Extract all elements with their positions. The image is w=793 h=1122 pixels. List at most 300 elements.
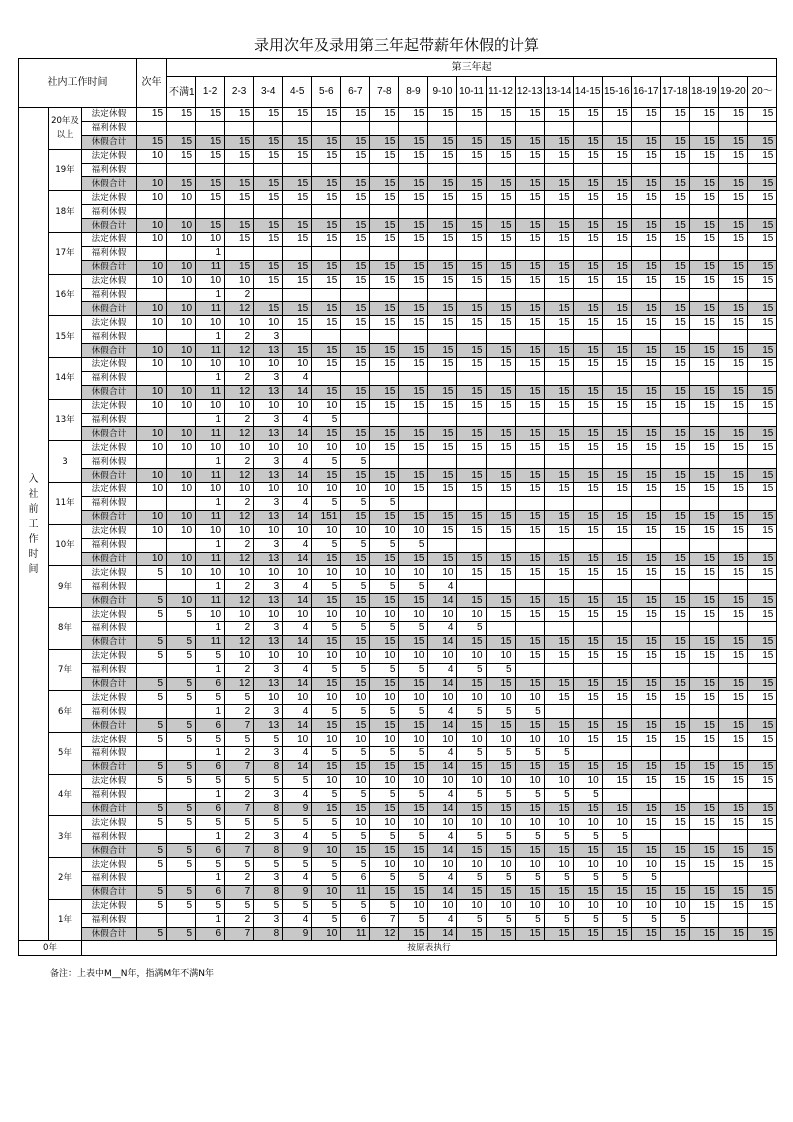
- value-cell: [486, 163, 515, 177]
- value-cell: 15: [515, 594, 544, 608]
- value-cell: 15: [573, 344, 602, 358]
- value-cell: 13: [254, 510, 283, 524]
- value-cell: [137, 413, 167, 427]
- value-cell: [747, 871, 776, 885]
- value-cell: 15: [399, 927, 428, 941]
- value-cell: [312, 330, 341, 344]
- value-cell: 10: [167, 441, 196, 455]
- value-cell: 15: [747, 760, 776, 774]
- value-cell: 15: [689, 191, 718, 205]
- value-cell: 5: [370, 496, 399, 510]
- value-cell: 15: [747, 385, 776, 399]
- value-cell: 15: [370, 677, 399, 691]
- value-cell: [167, 121, 196, 135]
- value-cell: [225, 163, 254, 177]
- value-cell: 5: [457, 746, 486, 760]
- value-cell: 15: [254, 233, 283, 247]
- value-cell: [573, 288, 602, 302]
- value-cell: 10: [486, 733, 515, 747]
- group-year-label: 16年: [49, 274, 82, 316]
- value-cell: 15: [486, 927, 515, 941]
- prior-work-label-text: 入社前工作时间: [28, 473, 39, 575]
- value-cell: 15: [602, 316, 631, 330]
- value-cell: 15: [457, 469, 486, 483]
- value-cell: 15: [573, 691, 602, 705]
- value-cell: 4: [428, 621, 457, 635]
- group-year-label: 10年: [49, 524, 82, 566]
- value-cell: 3: [254, 830, 283, 844]
- value-cell: 15: [660, 274, 689, 288]
- value-cell: 5: [399, 705, 428, 719]
- value-cell: [689, 163, 718, 177]
- value-cell: 15: [747, 149, 776, 163]
- value-cell: [689, 663, 718, 677]
- value-cell: 5: [399, 621, 428, 635]
- value-cell: 15: [457, 191, 486, 205]
- value-cell: [486, 371, 515, 385]
- value-cell: [196, 121, 225, 135]
- value-cell: 14: [283, 427, 312, 441]
- value-cell: 10: [137, 552, 167, 566]
- value-cell: 15: [544, 177, 573, 191]
- table-row: [19, 774, 777, 788]
- value-cell: [660, 746, 689, 760]
- value-cell: 15: [486, 358, 515, 372]
- value-cell: [341, 288, 370, 302]
- value-cell: 5: [312, 871, 341, 885]
- table-row: [19, 191, 777, 205]
- value-cell: 15: [486, 302, 515, 316]
- value-cell: [631, 621, 660, 635]
- table-row: [19, 760, 777, 774]
- table-row: [19, 663, 777, 677]
- value-cell: 10: [341, 608, 370, 622]
- value-cell: [399, 121, 428, 135]
- value-cell: 15: [689, 691, 718, 705]
- value-cell: 5: [399, 538, 428, 552]
- value-cell: 15: [370, 552, 399, 566]
- table-row: [19, 608, 777, 622]
- value-cell: 15: [312, 552, 341, 566]
- value-cell: 15: [747, 552, 776, 566]
- value-cell: 15: [631, 469, 660, 483]
- value-cell: 15: [631, 677, 660, 691]
- value-cell: [486, 413, 515, 427]
- value-cell: 15: [718, 774, 747, 788]
- value-cell: 15: [399, 274, 428, 288]
- category-label: 福利休假: [82, 288, 137, 302]
- value-cell: 15: [486, 608, 515, 622]
- value-cell: [167, 455, 196, 469]
- value-cell: 5: [457, 871, 486, 885]
- table-row: [19, 788, 777, 802]
- value-cell: 5: [196, 858, 225, 872]
- value-cell: 15: [689, 358, 718, 372]
- value-cell: 10: [137, 385, 167, 399]
- table-row: [19, 830, 777, 844]
- value-cell: 15: [225, 260, 254, 274]
- value-cell: 15: [602, 302, 631, 316]
- value-cell: 15: [486, 260, 515, 274]
- value-cell: [254, 288, 283, 302]
- value-cell: 13: [254, 719, 283, 733]
- value-cell: 15: [747, 677, 776, 691]
- value-cell: 10: [196, 358, 225, 372]
- value-cell: 5: [341, 788, 370, 802]
- value-cell: 15: [341, 260, 370, 274]
- table-row: [19, 705, 777, 719]
- value-cell: 3: [254, 663, 283, 677]
- value-cell: 10: [399, 816, 428, 830]
- value-cell: 15: [515, 191, 544, 205]
- value-cell: [486, 538, 515, 552]
- value-cell: [399, 246, 428, 260]
- value-cell: [718, 871, 747, 885]
- value-cell: 15: [718, 441, 747, 455]
- category-label: 法定休假: [82, 274, 137, 288]
- value-cell: 5: [167, 774, 196, 788]
- value-cell: 10: [196, 608, 225, 622]
- group-year-label: 11年: [49, 483, 82, 525]
- value-cell: [718, 621, 747, 635]
- value-cell: 15: [486, 566, 515, 580]
- value-cell: 10: [312, 483, 341, 497]
- value-cell: [370, 330, 399, 344]
- value-cell: 2: [225, 788, 254, 802]
- value-cell: 15: [573, 552, 602, 566]
- category-label: 休假合计: [82, 552, 137, 566]
- value-cell: [747, 371, 776, 385]
- value-cell: [689, 538, 718, 552]
- value-cell: 10: [254, 691, 283, 705]
- value-cell: 15: [428, 524, 457, 538]
- value-cell: [137, 580, 167, 594]
- value-cell: [573, 538, 602, 552]
- value-cell: 5: [167, 649, 196, 663]
- page-title: 录用次年及录用第三年起带薪年休假的计算: [253, 36, 539, 54]
- value-cell: 10: [225, 316, 254, 330]
- value-cell: 15: [399, 677, 428, 691]
- value-cell: [573, 121, 602, 135]
- value-cell: 5: [457, 788, 486, 802]
- table-row: [19, 288, 777, 302]
- value-cell: 15: [747, 399, 776, 413]
- value-cell: 15: [312, 427, 341, 441]
- value-cell: [747, 705, 776, 719]
- value-cell: 5: [399, 663, 428, 677]
- value-cell: 15: [137, 135, 167, 149]
- value-cell: 15: [341, 358, 370, 372]
- value-cell: 15: [399, 510, 428, 524]
- value-cell: 12: [370, 927, 399, 941]
- value-cell: 4: [283, 413, 312, 427]
- category-label: 法定休假: [82, 441, 137, 455]
- value-cell: 15: [544, 302, 573, 316]
- value-cell: 5: [660, 913, 689, 927]
- value-cell: 15: [370, 302, 399, 316]
- value-cell: 15: [486, 219, 515, 233]
- value-cell: 3: [254, 705, 283, 719]
- value-cell: 15: [602, 635, 631, 649]
- value-cell: 15: [486, 316, 515, 330]
- value-cell: 5: [137, 733, 167, 747]
- value-cell: 15: [573, 316, 602, 330]
- value-cell: 15: [544, 677, 573, 691]
- table-row: [19, 580, 777, 594]
- value-cell: 10: [137, 524, 167, 538]
- value-cell: 15: [341, 677, 370, 691]
- value-cell: 5: [312, 413, 341, 427]
- value-cell: [602, 705, 631, 719]
- value-cell: [602, 788, 631, 802]
- value-cell: 15: [544, 191, 573, 205]
- value-cell: [689, 871, 718, 885]
- value-cell: 1: [196, 788, 225, 802]
- value-cell: 15: [283, 177, 312, 191]
- value-cell: 5: [254, 899, 283, 913]
- value-cell: 5: [486, 788, 515, 802]
- range-header: 12-13: [515, 77, 544, 108]
- table-row: [19, 677, 777, 691]
- value-cell: 15: [718, 191, 747, 205]
- value-cell: [341, 205, 370, 219]
- value-cell: 5: [137, 649, 167, 663]
- value-cell: 15: [428, 399, 457, 413]
- value-cell: 10: [167, 316, 196, 330]
- value-cell: 5: [225, 816, 254, 830]
- value-cell: 15: [544, 469, 573, 483]
- value-cell: 10: [370, 691, 399, 705]
- value-cell: 15: [544, 927, 573, 941]
- value-cell: [718, 830, 747, 844]
- value-cell: 15: [312, 594, 341, 608]
- value-cell: 11: [196, 469, 225, 483]
- value-cell: 10: [544, 816, 573, 830]
- value-cell: [631, 663, 660, 677]
- value-cell: 14: [428, 677, 457, 691]
- value-cell: [660, 788, 689, 802]
- value-cell: 15: [254, 135, 283, 149]
- value-cell: 8: [254, 760, 283, 774]
- value-cell: 15: [544, 358, 573, 372]
- value-cell: 15: [428, 274, 457, 288]
- value-cell: 15: [283, 108, 312, 122]
- value-cell: 15: [747, 316, 776, 330]
- value-cell: 15: [660, 191, 689, 205]
- value-cell: 10: [341, 524, 370, 538]
- value-cell: 15: [341, 108, 370, 122]
- value-cell: 15: [631, 608, 660, 622]
- value-cell: 10: [137, 219, 167, 233]
- value-cell: 15: [312, 635, 341, 649]
- value-cell: 15: [689, 594, 718, 608]
- value-cell: 5: [457, 663, 486, 677]
- value-cell: 15: [370, 427, 399, 441]
- value-cell: 15: [428, 344, 457, 358]
- value-cell: 15: [689, 635, 718, 649]
- value-cell: 15: [718, 483, 747, 497]
- value-cell: 15: [399, 191, 428, 205]
- value-cell: 15: [341, 802, 370, 816]
- value-cell: 15: [341, 302, 370, 316]
- value-cell: 15: [602, 385, 631, 399]
- table-row: [19, 510, 777, 524]
- value-cell: 5: [341, 663, 370, 677]
- value-cell: 15: [312, 149, 341, 163]
- value-cell: 1: [196, 830, 225, 844]
- value-cell: 15: [544, 885, 573, 899]
- category-label: 法定休假: [82, 733, 137, 747]
- value-cell: 15: [515, 649, 544, 663]
- value-cell: 15: [573, 274, 602, 288]
- value-cell: 15: [370, 219, 399, 233]
- table-row: [19, 899, 777, 913]
- value-cell: [718, 288, 747, 302]
- value-cell: 10: [225, 566, 254, 580]
- value-cell: [341, 121, 370, 135]
- value-cell: [515, 205, 544, 219]
- value-cell: 15: [544, 385, 573, 399]
- value-cell: 15: [283, 191, 312, 205]
- value-cell: 4: [428, 913, 457, 927]
- value-cell: 15: [573, 927, 602, 941]
- value-cell: [718, 496, 747, 510]
- value-cell: 15: [457, 177, 486, 191]
- category-label: 休假合计: [82, 802, 137, 816]
- value-cell: 15: [544, 260, 573, 274]
- value-cell: 6: [341, 871, 370, 885]
- value-cell: 4: [283, 871, 312, 885]
- value-cell: 15: [370, 399, 399, 413]
- value-cell: 15: [515, 344, 544, 358]
- value-cell: 14: [428, 719, 457, 733]
- value-cell: 10: [254, 483, 283, 497]
- value-cell: 10: [399, 899, 428, 913]
- zero-year-row: [19, 941, 777, 956]
- value-cell: 15: [370, 274, 399, 288]
- value-cell: 10: [225, 649, 254, 663]
- value-cell: [137, 705, 167, 719]
- value-cell: 3: [254, 913, 283, 927]
- value-cell: 10: [283, 608, 312, 622]
- value-cell: [544, 371, 573, 385]
- value-cell: 10: [167, 385, 196, 399]
- value-cell: 15: [602, 844, 631, 858]
- value-cell: [544, 538, 573, 552]
- value-cell: 15: [544, 510, 573, 524]
- value-cell: 7: [225, 719, 254, 733]
- value-cell: 15: [457, 385, 486, 399]
- table-row: [19, 538, 777, 552]
- value-cell: 5: [196, 774, 225, 788]
- range-header: 1-2: [196, 77, 225, 108]
- table-row: [19, 594, 777, 608]
- value-cell: 15: [573, 302, 602, 316]
- value-cell: 5: [167, 635, 196, 649]
- value-cell: 15: [602, 733, 631, 747]
- value-cell: [457, 288, 486, 302]
- value-cell: 15: [544, 566, 573, 580]
- category-label: 休假合计: [82, 844, 137, 858]
- value-cell: [515, 330, 544, 344]
- value-cell: [312, 371, 341, 385]
- value-cell: 10: [167, 233, 196, 247]
- value-cell: 1: [196, 455, 225, 469]
- value-cell: 15: [399, 108, 428, 122]
- table-row: [19, 260, 777, 274]
- value-cell: 10: [457, 608, 486, 622]
- value-cell: 10: [544, 899, 573, 913]
- value-cell: [573, 496, 602, 510]
- value-cell: 15: [486, 191, 515, 205]
- value-cell: 4: [428, 580, 457, 594]
- value-cell: 15: [544, 219, 573, 233]
- value-cell: 10: [428, 899, 457, 913]
- value-cell: [660, 871, 689, 885]
- value-cell: 10: [312, 885, 341, 899]
- value-cell: 15: [602, 149, 631, 163]
- range-header: 不满1: [167, 77, 196, 108]
- value-cell: 15: [631, 510, 660, 524]
- value-cell: 15: [718, 608, 747, 622]
- value-cell: [167, 371, 196, 385]
- value-cell: 4: [428, 830, 457, 844]
- value-cell: [515, 246, 544, 260]
- table-row: [19, 163, 777, 177]
- value-cell: [137, 163, 167, 177]
- value-cell: [312, 246, 341, 260]
- value-cell: 15: [573, 233, 602, 247]
- value-cell: [457, 205, 486, 219]
- value-cell: 13: [254, 677, 283, 691]
- range-header: 14-15: [573, 77, 602, 108]
- value-cell: 15: [399, 233, 428, 247]
- value-cell: 1: [196, 371, 225, 385]
- value-cell: [660, 288, 689, 302]
- value-cell: 15: [399, 135, 428, 149]
- value-cell: 15: [254, 302, 283, 316]
- value-cell: [660, 621, 689, 635]
- value-cell: [399, 205, 428, 219]
- value-cell: 15: [515, 399, 544, 413]
- value-cell: [689, 580, 718, 594]
- value-cell: 15: [399, 385, 428, 399]
- value-cell: [137, 246, 167, 260]
- value-cell: 15: [312, 302, 341, 316]
- value-cell: 15: [689, 858, 718, 872]
- value-cell: 10: [167, 344, 196, 358]
- value-cell: 15: [544, 649, 573, 663]
- value-cell: 15: [399, 344, 428, 358]
- value-cell: [515, 496, 544, 510]
- value-cell: [602, 163, 631, 177]
- value-cell: 15: [544, 441, 573, 455]
- group-year-label: 9年: [49, 566, 82, 608]
- value-cell: [573, 413, 602, 427]
- value-cell: 15: [486, 635, 515, 649]
- category-label: 休假合计: [82, 927, 137, 941]
- value-cell: 9: [283, 844, 312, 858]
- value-cell: 15: [747, 733, 776, 747]
- value-cell: [370, 288, 399, 302]
- value-cell: 15: [631, 260, 660, 274]
- value-cell: [486, 121, 515, 135]
- category-label: 福利休假: [82, 663, 137, 677]
- value-cell: 15: [747, 191, 776, 205]
- value-cell: 10: [283, 441, 312, 455]
- value-cell: 15: [689, 344, 718, 358]
- value-cell: 15: [544, 802, 573, 816]
